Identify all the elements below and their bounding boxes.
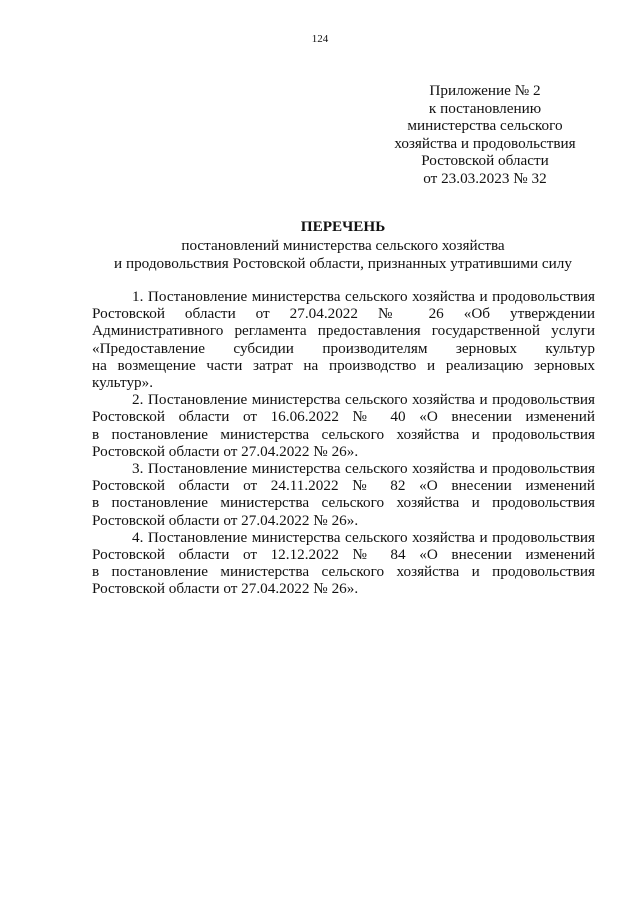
list-item-line: Ростовской области от 24.11.2022 № 82 «О внесении изменений	[92, 477, 595, 495]
list-item-line: в постановление министерства сельского хозяйства и продовольствия	[92, 425, 595, 443]
list-item-line: 3. Постановление министерства сельского хозяйства и продовольствия	[132, 460, 595, 478]
list-item-line: 4. Постановление министерства сельского хозяйства и продовольствия	[132, 528, 595, 546]
list-item	[92, 529, 595, 598]
list-item	[92, 391, 595, 460]
list-item-line: Ростовской области от 12.12.2022 № 84 «О внесении изменений	[92, 546, 595, 564]
appendix-line: хозяйства и продовольствия	[394, 134, 576, 152]
appendix-block	[365, 82, 605, 188]
list-item-line: Ростовской области от 16.06.2022 № 40 «О внесении изменений	[92, 408, 595, 426]
appendix-line: к постановлению	[428, 99, 542, 117]
list-item-line: Ростовской области от 27.04.2022 № 26 «Об утверждении	[92, 305, 595, 323]
document-subtitle-line: постановлений министерства сельского хозяйства	[181, 237, 505, 254]
list-item-line: Ростовской области от 27.04.2022 № 26».	[92, 511, 359, 529]
document-heading: ПЕРЕЧЕНЬ	[300, 218, 386, 235]
list-item-line: в постановление министерства сельского хозяйства и продовольствия	[92, 494, 595, 512]
appendix-line: министерства сельского	[407, 117, 563, 135]
list-item-line: «Предоставление субсидии производителям зерновых культур	[92, 339, 595, 357]
page-number: 124	[311, 33, 329, 45]
list-item	[92, 460, 595, 529]
list-item-line: культур».	[92, 374, 154, 392]
appendix-line: Приложение № 2	[429, 82, 541, 99]
list-item-line: 2. Постановление министерства сельского хозяйства и продовольствия	[132, 391, 595, 409]
list-item-line: Ростовской области от 27.04.2022 № 26».	[92, 442, 359, 460]
document-subtitle-line: и продовольствия Ростовской области, признанных утратившими силу	[114, 254, 572, 272]
list-item-line: Административного регламента предоставления государственной услуги	[92, 322, 595, 340]
list-item-line: на возмещение части затрат на производство и реализацию зерновых	[92, 356, 595, 374]
list-item	[92, 288, 595, 391]
list-item-line: Ростовской области от 27.04.2022 № 26».	[92, 580, 359, 598]
document-title-block	[0, 217, 640, 272]
appendix-line: от 23.03.2023 № 32	[423, 169, 547, 187]
list-item-line: 1. Постановление министерства сельского хозяйства и продовольствия	[132, 288, 595, 305]
appendix-line: Ростовской области	[421, 152, 549, 170]
document-body	[92, 288, 595, 598]
list-item-line: в постановление министерства сельского хозяйства и продовольствия	[92, 563, 595, 581]
